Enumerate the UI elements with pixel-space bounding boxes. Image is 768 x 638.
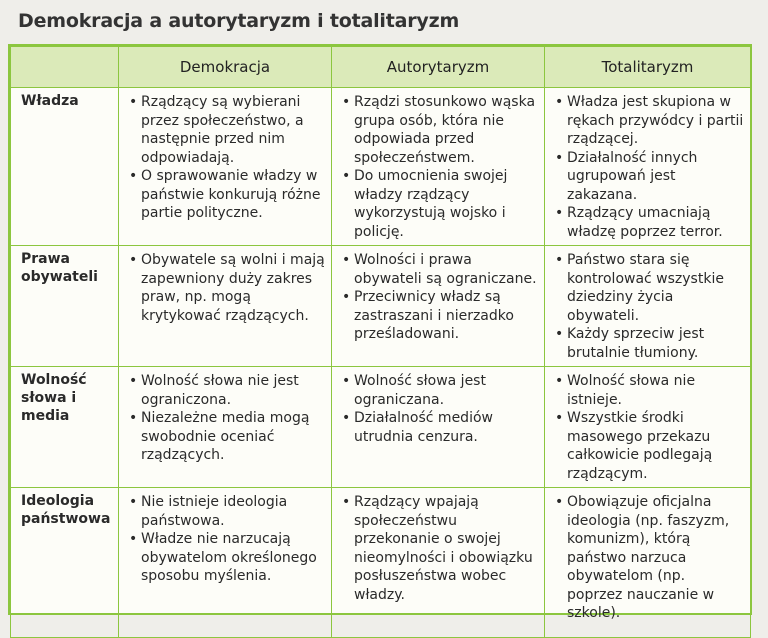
table-row — [11, 488, 751, 638]
row-label-prawa-obywateli: Prawa obywateli — [11, 246, 119, 367]
list-item: • Niezależne media mogą swobodnie oceniać rządzących. — [129, 409, 325, 465]
row-label-ideologia: Ideologia państwowa — [11, 488, 119, 638]
cell-demokracja — [119, 88, 332, 246]
cell-totalitaryzm — [545, 367, 751, 488]
list-item: • Wolności i prawa obywateli są ograniczane. — [342, 251, 538, 288]
list-item: • Władze nie narzucają obywatelom określonego sposobu myślenia. — [129, 530, 325, 586]
cell-autorytaryzm — [332, 367, 545, 488]
header-totalitaryzm: Totalitaryzm — [545, 47, 751, 88]
cell-demokracja — [119, 488, 332, 638]
list-item: • Rządzący są wybierani przez społeczeństwo, a następnie przed nim odpowiadają. — [129, 93, 325, 167]
list-item: • Przeciwnicy władz są zastraszani i nierzadko prześladowani. — [342, 288, 538, 344]
row-label-wolnosc-slowa: Wolność słowa i media — [11, 367, 119, 488]
list-item: • Wszystkie środki masowego przekazu całkowicie podlegają rządzącym. — [555, 409, 744, 483]
table-row — [11, 367, 751, 488]
row-label-wladza: Władza — [11, 88, 119, 246]
list-item: • Rządzący umacniają władzę poprzez terror. — [555, 204, 744, 241]
list-item: • Wolność słowa nie istnieje. — [555, 372, 744, 409]
cell-autorytaryzm — [332, 246, 545, 367]
comparison-table-container — [8, 44, 752, 621]
list-item: • Nie istnieje ideologia państwowa. — [129, 493, 325, 530]
cell-demokracja — [119, 367, 332, 488]
list-item: • Rządzi stosunkowo wąska grupa osób, która nie odpowiada przed społeczeństwem. — [342, 93, 538, 167]
header-autorytaryzm: Autorytaryzm — [332, 47, 545, 88]
list-item: • Państwo stara się kontrolować wszystkie dziedziny życia obywateli. — [555, 251, 744, 325]
list-item: • Władza jest skupiona w rękach przywódcy i partii rządzącej. — [555, 93, 744, 149]
page-title: Demokracja a autorytaryzm i totalitaryzm — [18, 10, 460, 32]
list-item: • Do umocnienia swojej władzy rządzący wykorzystują wojsko i policję. — [342, 167, 538, 241]
header-corner — [11, 47, 119, 88]
cell-autorytaryzm — [332, 488, 545, 638]
cell-totalitaryzm — [545, 488, 751, 638]
header-row — [11, 47, 751, 88]
cell-demokracja — [119, 246, 332, 367]
cell-totalitaryzm — [545, 88, 751, 246]
cell-autorytaryzm — [332, 88, 545, 246]
header-demokracja: Demokracja — [119, 47, 332, 88]
list-item: • Rządzący wpajają społeczeństwu przekonanie o swojej nieomylności i obowiązku posłuszeństwa wobec władzy. — [342, 493, 538, 604]
list-item: • Obowiązuje oficjalna ideologia (np. faszyzm, komunizm), którą państwo narzuca obywatelom (np. poprzez nauczanie w szkole). — [555, 493, 744, 623]
list-item: • Obywatele są wolni i mają zapewniony duży zakres praw, np. mogą krytykować rządzących. — [129, 251, 325, 325]
list-item: • Wolność słowa jest ograniczana. — [342, 372, 538, 409]
list-item: • Wolność słowa nie jest ograniczona. — [129, 372, 325, 409]
list-item: • Działalność innych ugrupowań jest zakazana. — [555, 149, 744, 205]
comparison-table — [10, 46, 751, 638]
table-row — [11, 246, 751, 367]
list-item: • O sprawowanie władzy w państwie konkurują różne partie polityczne. — [129, 167, 325, 223]
list-item: • Działalność mediów utrudnia cenzura. — [342, 409, 538, 446]
cell-totalitaryzm — [545, 246, 751, 367]
list-item: • Każdy sprzeciw jest brutalnie tłumiony. — [555, 325, 744, 362]
table-row — [11, 88, 751, 246]
